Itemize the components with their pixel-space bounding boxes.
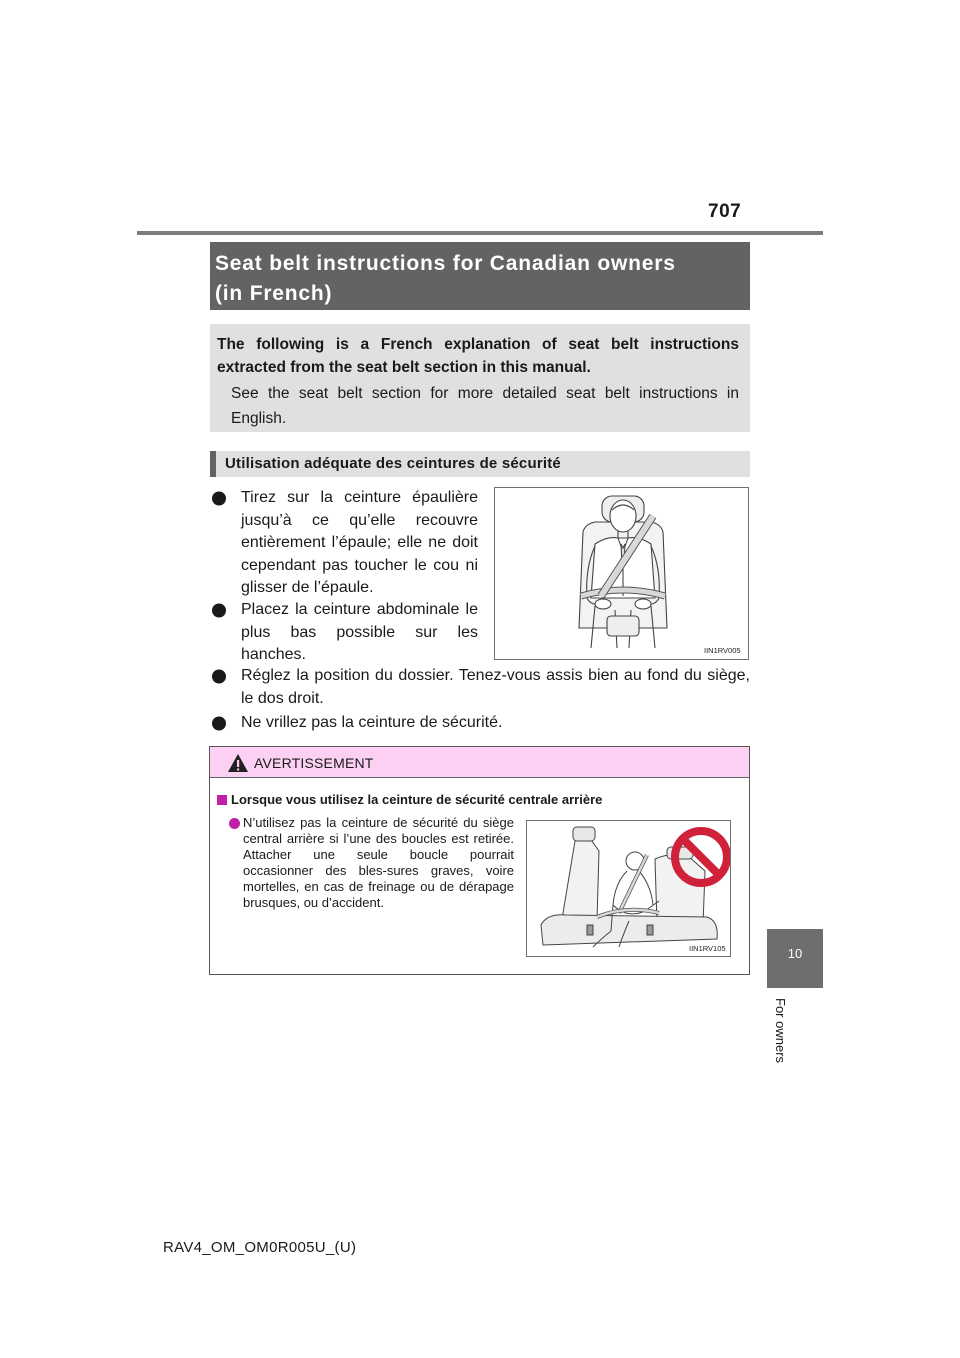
bullet-dot-icon [210,668,228,686]
warning-text: N’utilisez pas la ceinture de sécurité du siège central arrière si l’une des boucles est retirée. Attacher une seule boucle pourrait occasionner des bles-sures graves, voire mortelles, en cas de freinage ou de dérapage brusques, ou d’accident. [243,815,514,910]
rear-seat-prohibition-illustration [527,821,730,956]
intro-summary: The following is a French explanation of seat belt instructions extracted from the seat belt section in this manual. [217,336,739,376]
figure-code: IIN1RV105 [689,944,726,953]
section-heading-accent [210,451,216,477]
warning-bullet-dot-icon [229,818,240,829]
seatbelt-figure [494,487,749,660]
bullet-text: Ne vrillez pas la ceinture de sécurité. [241,714,503,731]
bullet-text: Réglez la position du dossier. Tenez-vous assis bien au fond du siège, le dos droit. [241,667,750,707]
section-heading: Utilisation adéquate des ceintures de sécurité [225,455,561,472]
bullet-dot-icon [210,715,228,733]
warning-title: AVERTISSEMENT [254,755,374,771]
rear-seat-figure [526,820,731,957]
bullet-dot-icon [210,602,228,620]
seated-passenger-illustration [495,488,748,659]
chapter-label-text: For owners [773,998,788,1064]
list-item [210,599,478,665]
warning-subheading: Lorsque vous utilisez la ceinture de sécurité centrale arrière [231,792,603,807]
bullet-text: Placez la ceinture abdominale le plus bas possible sur les hanches. [241,601,478,663]
page-title [215,249,750,309]
header-rule [137,231,823,235]
chapter-number: 10 [787,946,803,961]
figure-code: IIN1RV005 [704,646,741,655]
list-item [210,712,750,736]
list-item [210,487,478,597]
bullet-text: Tirez sur la ceinture épaulière jusqu’à ce qu’elle recouvre entièrement l’épaule; elle ne doit cependant pas toucher le cou ni glisser de l’épaule. [241,489,478,596]
document-code: RAV4_OM_OM0R005U_(U) [163,1239,357,1256]
chapter-label [774,998,794,1108]
intro-note: See the seat belt section for more detailed seat belt instructions in English. [231,385,739,427]
subheading-square-icon [217,795,227,805]
list-item [210,665,750,710]
page-title-line2: (in French) [215,282,333,305]
page-number: 707 [708,201,742,222]
page-title-line1: Seat belt instructions for Canadian owners [215,252,676,275]
bullet-dot-icon [210,490,228,508]
warning-triangle-icon [227,753,249,773]
